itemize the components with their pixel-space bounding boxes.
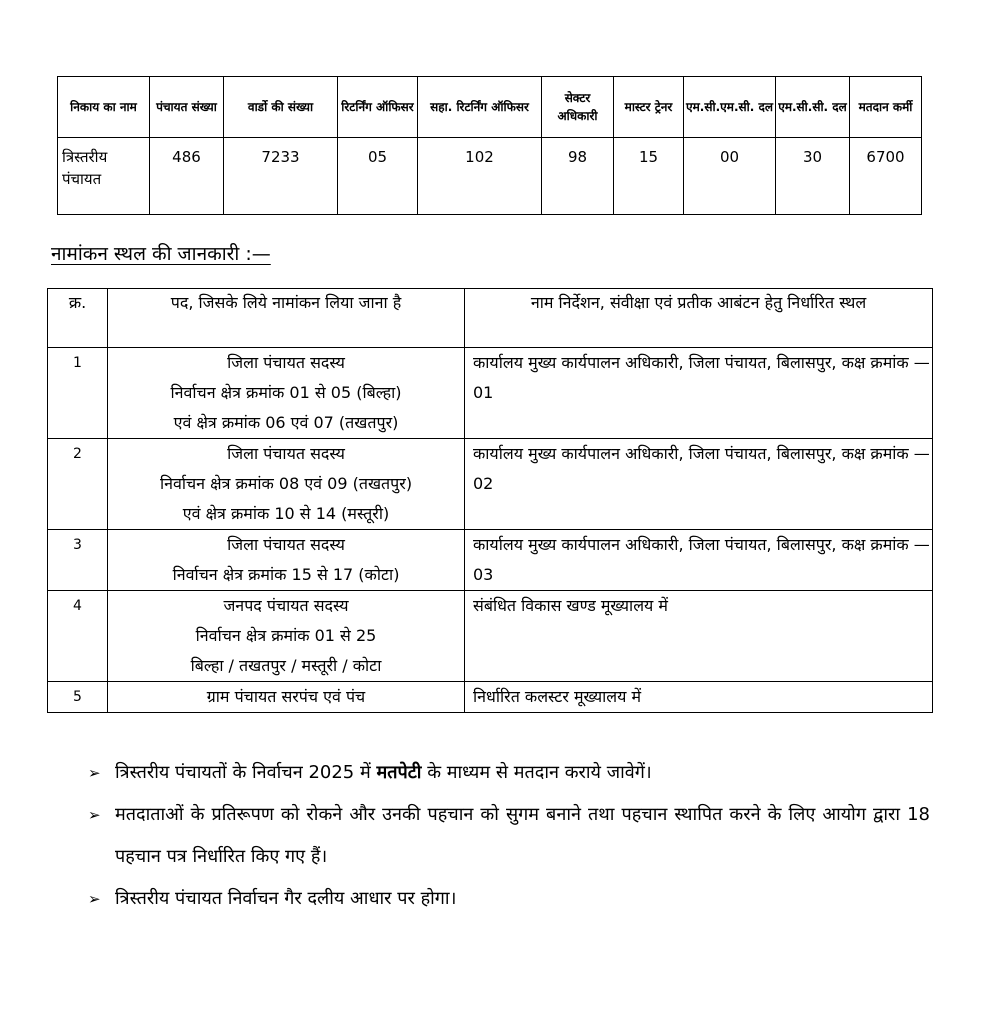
stats-header-cell: वार्डो की संख्या — [224, 77, 338, 138]
nomination-row — [48, 439, 933, 530]
stats-header-cell: निकाय का नाम — [58, 77, 150, 138]
note-text: त्रिस्तरीय पंचायत निर्वाचन गैर दलीय आधार पर होगा। — [115, 888, 457, 909]
post-line: एवं क्षेत्र क्रमांक 10 से 14 (मस्तूरी) — [182, 504, 390, 523]
post-cell — [108, 439, 465, 530]
stats-header-cell: मास्टर ट्रेनर — [614, 77, 684, 138]
note-text: के माध्यम से मतदान कराये जावेगें। — [421, 762, 652, 783]
nomination-header-cell: नाम निर्देशन, संवीक्षा एवं प्रतीक आबंटन हेतु निर्धारित स्थल — [465, 289, 933, 348]
nomination-row — [48, 348, 933, 439]
row-number: 2 — [48, 439, 108, 530]
stats-value-cell: त्रिस्तरीय पंचायत — [58, 138, 150, 215]
note-item — [88, 794, 930, 878]
nomination-row — [48, 530, 933, 591]
stats-table — [57, 76, 922, 215]
nomination-header-row — [48, 289, 933, 348]
venue-cell: कार्यालय मुख्य कार्यपालन अधिकारी, जिला पंचायत, बिलासपुर, कक्ष क्रमांक — 02 — [465, 439, 933, 530]
venue-cell: कार्यालय मुख्य कार्यपालन अधिकारी, जिला पंचायत, बिलासपुर, कक्ष क्रमांक — 01 — [465, 348, 933, 439]
stats-value-cell: 05 — [338, 138, 418, 215]
post-cell — [108, 591, 465, 682]
stats-value-cell: 6700 — [850, 138, 922, 215]
post-line: जिला पंचायत सदस्य — [227, 444, 345, 463]
post-line: जिला पंचायत सदस्य — [227, 353, 345, 372]
post-cell — [108, 530, 465, 591]
post-line: जनपद पंचायत सदस्य — [223, 596, 349, 615]
arrow-bullet-icon: ➢ — [88, 806, 101, 824]
stats-header-cell: मतदान कर्मी — [850, 77, 922, 138]
nomination-table — [47, 288, 933, 713]
stats-header-cell: एम.सी.सी. दल — [776, 77, 850, 138]
stats-value-cell: 30 — [776, 138, 850, 215]
post-cell — [108, 348, 465, 439]
stats-value-cell: 00 — [684, 138, 776, 215]
note-text: त्रिस्तरीय पंचायतों के निर्वाचन 2025 में — [115, 762, 377, 783]
post-line: निर्वाचन क्षेत्र क्रमांक 08 एवं 09 (तखतपुर) — [159, 474, 413, 493]
stats-header-row — [58, 77, 922, 138]
nomination-row — [48, 591, 933, 682]
post-line: निर्वाचन क्षेत्र क्रमांक 15 से 17 (कोटा) — [172, 565, 400, 584]
stats-header-cell: पंचायत संख्या — [150, 77, 224, 138]
stats-value-cell: 98 — [542, 138, 614, 215]
notes-list — [88, 752, 930, 920]
venue-cell: कार्यालय मुख्य कार्यपालन अधिकारी, जिला पंचायत, बिलासपुर, कक्ष क्रमांक — 03 — [465, 530, 933, 591]
post-line: जिला पंचायत सदस्य — [227, 535, 345, 554]
section-heading: नामांकन स्थल की जानकारी :— — [51, 243, 271, 265]
stats-value-cell: 15 — [614, 138, 684, 215]
row-number: 4 — [48, 591, 108, 682]
arrow-bullet-icon: ➢ — [88, 890, 101, 908]
row-number: 5 — [48, 682, 108, 713]
venue-cell: निर्धारित कलस्टर मूख्यालय में — [465, 682, 933, 713]
post-line: निर्वाचन क्षेत्र क्रमांक 01 से 05 (बिल्हा) — [170, 383, 402, 402]
post-line: बिल्हा / तखतपुर / मस्तूरी / कोटा — [190, 656, 382, 675]
post-line: निर्वाचन क्षेत्र क्रमांक 01 से 25 — [195, 626, 377, 645]
row-number: 1 — [48, 348, 108, 439]
row-number: 3 — [48, 530, 108, 591]
stats-value-cell: 102 — [418, 138, 542, 215]
note-text: मतदाताओं के प्रतिरूपण को रोकने और उनकी पहचान को सुगम बनाने तथा पहचान स्थापित करने के लिए आयोग द्वारा 18 पहचान पत्र निर्धारित किए गए हैं। — [115, 804, 930, 867]
stats-header-cell: एम.सी.एम.सी. दल — [684, 77, 776, 138]
nomination-header-cell: पद, जिसके लिये नामांकन लिया जाना है — [108, 289, 465, 348]
arrow-bullet-icon: ➢ — [88, 764, 101, 782]
venue-cell: संबंधित विकास खण्ड मूख्यालय में — [465, 591, 933, 682]
note-item — [88, 878, 930, 920]
stats-value-cell: 7233 — [224, 138, 338, 215]
stats-value-cell: 486 — [150, 138, 224, 215]
stats-header-cell: सेक्टर अधिकारी — [542, 77, 614, 138]
note-bold-text: मतपेटी — [376, 762, 422, 783]
stats-header-cell: सहा. रिटर्निंग ऑफिसर — [418, 77, 542, 138]
post-line: एवं क्षेत्र क्रमांक 06 एवं 07 (तखतपुर) — [173, 413, 399, 432]
note-item — [88, 752, 930, 794]
post-cell — [108, 682, 465, 713]
nomination-row — [48, 682, 933, 713]
stats-value-row — [58, 138, 922, 215]
nomination-header-cell: क्र. — [48, 289, 108, 348]
stats-header-cell: रिटर्निंग ऑफिसर — [338, 77, 418, 138]
post-line: ग्राम पंचायत सरपंच एवं पंच — [206, 687, 366, 706]
